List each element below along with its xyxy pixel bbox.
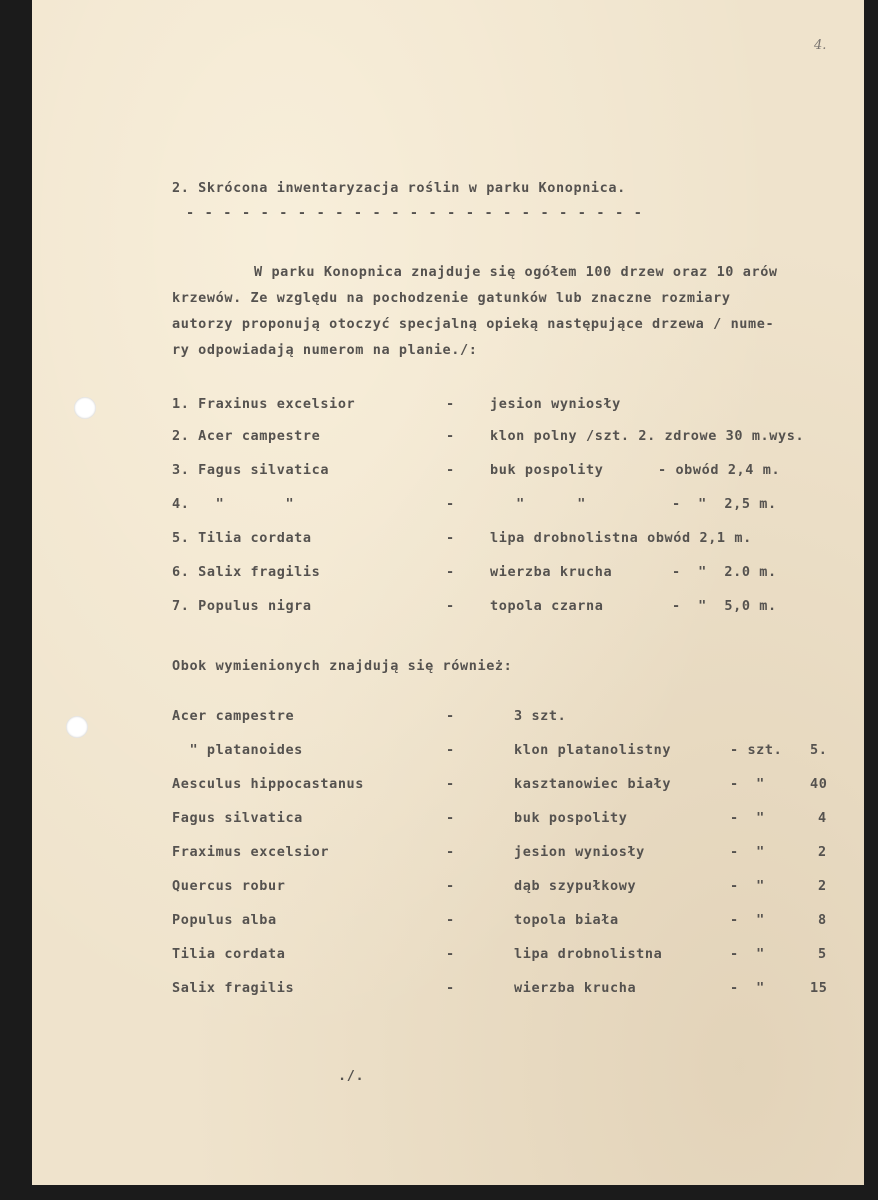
list-item-polish: dąb szypułkowy xyxy=(514,878,637,894)
list-item-latin: 7. Populus nigra xyxy=(172,598,312,614)
list-item-dash: - xyxy=(446,776,455,792)
list-item-unit: - szt. xyxy=(730,742,783,758)
list-item-note: - " 2,5 m. xyxy=(672,496,777,512)
list-item-count: 2 xyxy=(818,878,827,894)
list-item-dash: - xyxy=(446,428,455,444)
scan-border-bottom xyxy=(0,1185,878,1200)
list-item-unit: - " xyxy=(730,810,765,826)
intro-line-3: autorzy proponują otoczyć specjalną opieką następujące drzewa / nume- xyxy=(172,316,775,332)
list-item-dash: - xyxy=(446,980,455,996)
list-item-note: - " 5,0 m. xyxy=(672,598,777,614)
list-item-latin: 3. Fagus silvatica xyxy=(172,462,330,478)
list-item-dash: - xyxy=(446,708,455,724)
list-item-latin: 2. Acer campestre xyxy=(172,428,321,444)
list-item-unit: - " xyxy=(730,776,765,792)
list-item-dash: - xyxy=(446,878,455,894)
list-item-latin: Fagus silvatica xyxy=(172,810,303,826)
list-item-dash: - xyxy=(446,530,455,546)
list-item-latin: Salix fragilis xyxy=(172,980,295,996)
list-item-dash: - xyxy=(446,912,455,928)
list-item-latin: Populus alba xyxy=(172,912,277,928)
scan-border-right xyxy=(864,0,878,1200)
list-item-count: 40 xyxy=(810,776,828,792)
list-item-count: 5. xyxy=(810,742,828,758)
page-number: 4. xyxy=(814,38,827,53)
list-item-note: - obwód 2,4 m. xyxy=(658,462,781,478)
list-item-dash: - xyxy=(446,462,455,478)
intro-line-4: ry odpowiadają numerom na planie./: xyxy=(172,342,478,358)
list-item-latin: Aesculus hippocastanus xyxy=(172,776,365,792)
list-item-count: 5 xyxy=(818,946,827,962)
intro-line-2: krzewów. Ze względu na pochodzenie gatunków lub znaczne rozmiary xyxy=(172,290,731,306)
list-item-polish: jesion wyniosły xyxy=(514,844,645,860)
list-item-dash: - xyxy=(446,844,455,860)
list-item-dash: - xyxy=(446,396,455,412)
list-item-unit: - " xyxy=(730,912,765,928)
list-item-latin: 6. Salix fragilis xyxy=(172,564,321,580)
list-item-dash: - xyxy=(446,946,455,962)
list-item-dash: - xyxy=(446,742,455,758)
list-item-latin: 1. Fraxinus excelsior xyxy=(172,396,356,412)
list-item-dash: - xyxy=(446,564,455,580)
list-item-unit: - " xyxy=(730,878,765,894)
list-item-count: 4 xyxy=(818,810,827,826)
list-item-count: 8 xyxy=(818,912,827,928)
list-item-dash: - xyxy=(446,598,455,614)
list-item-latin: Acer campestre xyxy=(172,708,295,724)
continuation-mark: ./. xyxy=(338,1068,365,1084)
list-item-unit: - " xyxy=(730,844,765,860)
section-heading: 2. Skrócona inwentaryzacja roślin w parku Konopnica. xyxy=(172,180,626,196)
list-item-latin: Quercus robur xyxy=(172,878,286,894)
list-item-polish: jesion wyniosły xyxy=(490,396,621,412)
heading-underline: - - - - - - - - - - - - - - - - - - - - - - - - - xyxy=(186,205,644,221)
punch-hole-top xyxy=(74,397,96,419)
list-item-polish: wierzba krucha xyxy=(514,980,637,996)
list-item-count: 2 xyxy=(818,844,827,860)
list-item-dash: - xyxy=(446,810,455,826)
list-item-polish: lipa drobnolistna obwód 2,1 m. xyxy=(490,530,752,546)
list-item-latin: Tilia cordata xyxy=(172,946,286,962)
punch-hole-bottom xyxy=(66,716,88,738)
list-item-dash: - xyxy=(446,496,455,512)
list-item-polish: 3 szt. xyxy=(514,708,567,724)
list-item-latin: 5. Tilia cordata xyxy=(172,530,312,546)
list-item-polish: " " xyxy=(490,496,587,512)
list-item-latin: " platanoides xyxy=(172,742,303,758)
list-item-polish: klon polny /szt. 2. zdrowe 30 m.wys. xyxy=(490,428,805,444)
list-item-unit: - " xyxy=(730,980,765,996)
list-item-polish: wierzba krucha xyxy=(490,564,613,580)
list-item-polish: kasztanowiec biały xyxy=(514,776,672,792)
list-item-polish: lipa drobnolistna xyxy=(514,946,663,962)
list-item-note: - " 2.0 m. xyxy=(672,564,777,580)
also-heading: Obok wymienionych znajdują się również: xyxy=(172,658,513,674)
list-item-latin: 4. " " xyxy=(172,496,295,512)
list-item-polish: buk pospolity xyxy=(490,462,604,478)
document-page xyxy=(32,0,864,1185)
list-item-count: 15 xyxy=(810,980,828,996)
list-item-polish: topola biała xyxy=(514,912,619,928)
list-item-polish: buk pospolity xyxy=(514,810,628,826)
list-item-polish: klon platanolistny xyxy=(514,742,672,758)
intro-line-1: W parku Konopnica znajduje się ogółem 100 drzew oraz 10 arów xyxy=(254,264,778,280)
list-item-unit: - " xyxy=(730,946,765,962)
list-item-latin: Fraximus excelsior xyxy=(172,844,330,860)
list-item-polish: topola czarna xyxy=(490,598,604,614)
